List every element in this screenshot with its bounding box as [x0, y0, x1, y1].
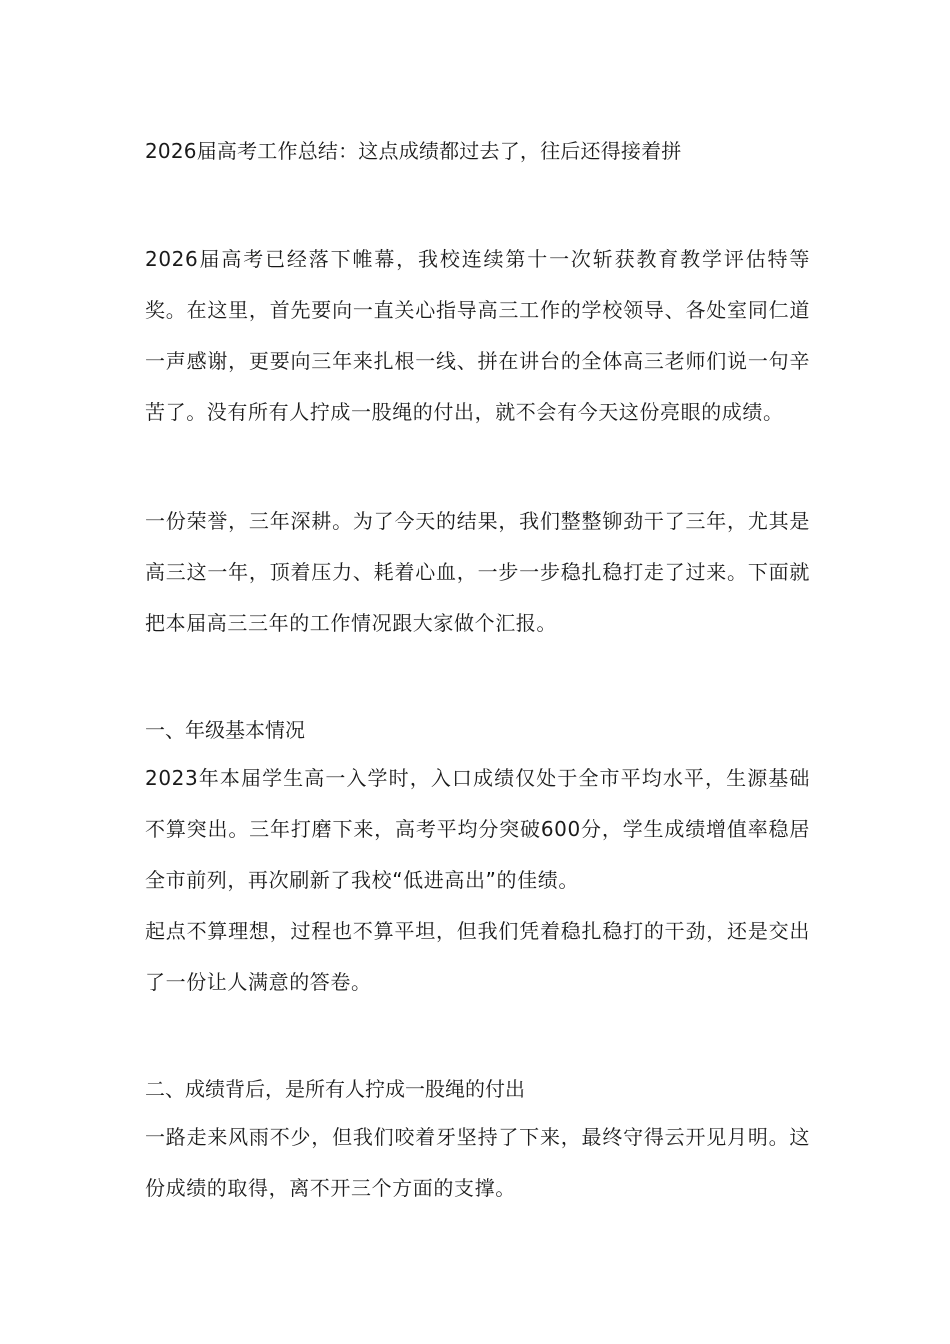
spacer [145, 438, 810, 496]
spacer [145, 649, 810, 707]
document-body [145, 128, 810, 1214]
section-1 [145, 707, 810, 1008]
section-2-heading: 二、成绩背后，是所有人拧成一股绳的付出 [145, 1077, 525, 1101]
section-1-paragraph-2: 起点不算理想，过程也不算平坦，但我们凭着稳扎稳打的干劲，还是交出了一份让人满意的答卷。 [145, 919, 810, 994]
section-2-paragraph-1: 一路走来风雨不少，但我们咬着牙坚持了下来，最终守得云开见月明。这份成绩的取得，离不开三个方面的支撑。 [145, 1125, 810, 1200]
intro-paragraph-2: 一份荣誉，三年深耕。为了今天的结果，我们整整铆劲干了三年，尤其是高三这一年，顶着压力、耗着心血，一步一步稳扎稳打走了过来。下面就把本届高三三年的工作情况跟大家做个汇报。 [145, 509, 810, 635]
spacer [145, 1008, 810, 1066]
document-title: 2026届高考工作总结：这点成绩都过去了，往后还得接着拼 [145, 139, 682, 163]
section-2 [145, 1066, 810, 1214]
spacer [145, 174, 810, 234]
section-1-heading: 一、年级基本情况 [145, 718, 305, 742]
intro-paragraph-1: 2026届高考已经落下帷幕，我校连续第十一次斩获教育教学评估特等奖。在这里，首先要向一直关心指导高三工作的学校领导、各处室同仁道一声感谢，更要向三年来扎根一线、拼在讲台的全体高三老师们说一句辛苦了。没有所有人拧成一股绳的付出，就不会有今天这份亮眼的成绩。 [145, 247, 810, 424]
section-1-paragraph-1: 2023年本届学生高一入学时，入口成绩仅处于全市平均水平，生源基础不算突出。三年打磨下来，高考平均分突破600分，学生成绩增值率稳居全市前列，再次刷新了我校“低进高出”的佳绩。 [145, 766, 810, 892]
